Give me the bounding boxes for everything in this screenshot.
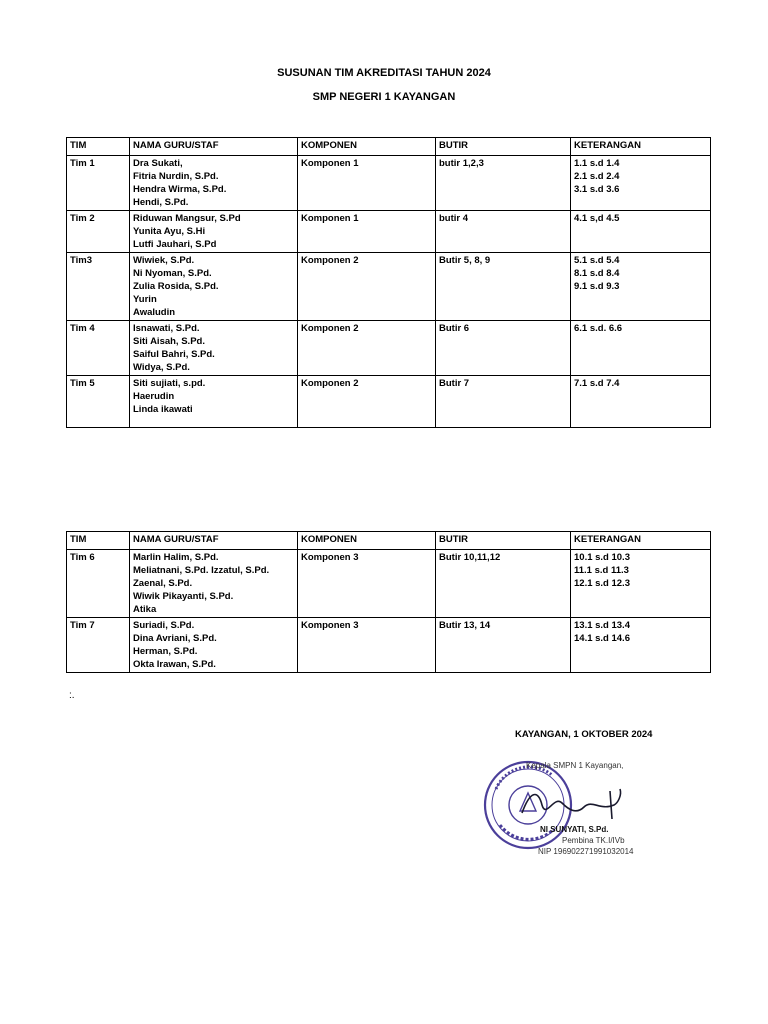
cell-nama-line: Dra Sukati, <box>133 158 183 169</box>
cell-nama-line: Herman, S.Pd. <box>133 646 198 657</box>
cell-keterangan-line: 11.1 s.d 11.3 <box>574 565 629 576</box>
table-header-row <box>67 532 711 550</box>
cell-butir: Butir 13, 14 <box>436 618 571 673</box>
cell-tim: Tim 6 <box>67 550 130 618</box>
header-tim: TIM <box>67 138 130 156</box>
cell-nama-line: Siti sujiati, s.pd. <box>133 378 206 389</box>
cell-keterangan-line: 9.1 s.d 9.3 <box>574 281 620 292</box>
cell-nama <box>130 156 298 211</box>
cell-tim: Tim 2 <box>67 211 130 253</box>
table-row <box>67 376 711 428</box>
cell-keterangan-line: 13.1 s.d 13.4 <box>574 620 630 631</box>
cell-nama <box>130 550 298 618</box>
cell-komponen: Komponen 3 <box>298 618 436 673</box>
cell-keterangan <box>571 321 711 376</box>
cell-komponen: Komponen 1 <box>298 156 436 211</box>
header-butir: BUTIR <box>436 138 571 156</box>
cell-nama-line: Widya, S.Pd. <box>133 362 190 373</box>
cell-tim: Tim 7 <box>67 618 130 673</box>
cell-nama <box>130 376 298 428</box>
team-table-2 <box>66 531 711 673</box>
table-row <box>67 211 711 253</box>
cell-keterangan-line: 4.1 s,d 4.5 <box>574 213 620 224</box>
cell-nama-line: Atika <box>133 604 157 615</box>
cell-keterangan <box>571 156 711 211</box>
table-header-row <box>67 138 711 156</box>
header-nama: NAMA GURU/STAF <box>130 138 298 156</box>
signature-block <box>478 755 658 855</box>
document-title: SUSUNAN TIM AKREDITASI TAHUN 2024 <box>277 67 491 79</box>
place-date: KAYANGAN, 1 OKTOBER 2024 <box>515 729 653 740</box>
signatory-position: Kepala SMPN 1 Kayangan, <box>526 761 624 770</box>
table-row <box>67 618 711 673</box>
cell-nama-line: Wiwik Pikayanti, S.Pd. <box>133 591 234 602</box>
header-komponen: KOMPONEN <box>298 532 436 550</box>
cell-komponen: Komponen 2 <box>298 253 436 321</box>
cell-keterangan <box>571 618 711 673</box>
header-butir: BUTIR <box>436 532 571 550</box>
cell-nama-line: Isnawati, S.Pd. <box>133 323 200 334</box>
cell-keterangan-line: 8.1 s.d 8.4 <box>574 268 620 279</box>
cell-tim: Tim 1 <box>67 156 130 211</box>
cell-nama-line: Yurin <box>133 294 157 305</box>
cell-nama-line: Awaludin <box>133 307 176 318</box>
header-keterangan: KETERANGAN <box>571 532 711 550</box>
cell-keterangan <box>571 211 711 253</box>
cell-nama-line: Yunita Ayu, S.Hi <box>133 226 206 237</box>
cell-nama-line: Ni Nyoman, S.Pd. <box>133 268 212 279</box>
cell-keterangan-line: 2.1 s.d 2.4 <box>574 171 620 182</box>
cell-nama-line: Dina Avriani, S.Pd. <box>133 633 217 644</box>
header-komponen: KOMPONEN <box>298 138 436 156</box>
cell-keterangan-line: 12.1 s.d 12.3 <box>574 578 630 589</box>
cell-butir: butir 1,2,3 <box>436 156 571 211</box>
cell-nama-line: Hendra Wirma, S.Pd. <box>133 184 227 195</box>
cell-nama-line: Suriadi, S.Pd. <box>133 620 195 631</box>
cell-nama-line: Siti Aisah, S.Pd. <box>133 336 205 347</box>
document-subtitle: SMP NEGERI 1 KAYANGAN <box>312 91 456 103</box>
cell-keterangan-line: 7.1 s.d 7.4 <box>574 378 620 389</box>
cell-komponen: Komponen 1 <box>298 211 436 253</box>
table-row <box>67 321 711 376</box>
cell-nama-line: Marlin Halim, S.Pd. <box>133 552 219 563</box>
cell-nama-line: Saiful Bahri, S.Pd. <box>133 349 215 360</box>
header-tim: TIM <box>67 532 130 550</box>
cell-butir: butir 4 <box>436 211 571 253</box>
team-table-1 <box>66 137 711 428</box>
table-row <box>67 253 711 321</box>
header-keterangan: KETERANGAN <box>571 138 711 156</box>
cell-nama <box>130 618 298 673</box>
cell-tim: Tim3 <box>67 253 130 321</box>
cell-butir: Butir 7 <box>436 376 571 428</box>
cell-butir: Butir 6 <box>436 321 571 376</box>
cell-komponen: Komponen 2 <box>298 321 436 376</box>
cell-keterangan-line: 1.1 s.d 1.4 <box>574 158 620 169</box>
cell-keterangan-line: 14.1 s.d 14.6 <box>574 633 630 644</box>
cell-tim: Tim 5 <box>67 376 130 428</box>
handwritten-signature-icon <box>518 785 628 825</box>
cell-keterangan <box>571 376 711 428</box>
cell-keterangan <box>571 253 711 321</box>
signatory-name: NI SUNYATI, S.Pd. <box>540 825 609 834</box>
cell-nama-line: Fitria Nurdin, S.Pd. <box>133 171 219 182</box>
cell-keterangan <box>571 550 711 618</box>
cell-keterangan-line: 5.1 s.d 5.4 <box>574 255 620 266</box>
cell-nama-line: Riduwan Mangsur, S.Pd <box>133 213 241 224</box>
cell-nama <box>130 321 298 376</box>
cell-keterangan-line: 3.1 s.d 3.6 <box>574 184 620 195</box>
cell-nama-line: Haerudin <box>133 391 175 402</box>
cell-nama-line: Zaenal, S.Pd. <box>133 578 193 589</box>
footnote: :. <box>69 690 75 701</box>
cell-keterangan-line: 10.1 s.d 10.3 <box>574 552 630 563</box>
cell-tim: Tim 4 <box>67 321 130 376</box>
cell-nama <box>130 211 298 253</box>
cell-nama <box>130 253 298 321</box>
cell-butir: Butir 10,11,12 <box>436 550 571 618</box>
cell-keterangan-line: 6.1 s.d. 6.6 <box>574 323 623 334</box>
table-row <box>67 550 711 618</box>
signatory-rank: Pembina TK.I/IVb <box>562 836 625 845</box>
cell-nama-line: Okta Irawan, S.Pd. <box>133 659 216 670</box>
signatory-nip: NIP 196902271991032014 <box>538 847 634 856</box>
cell-nama-line: Hendi, S.Pd. <box>133 197 189 208</box>
cell-nama-line: Lutfi Jauhari, S.Pd <box>133 239 217 250</box>
cell-komponen: Komponen 2 <box>298 376 436 428</box>
cell-nama-line: Zulia Rosida, S.Pd. <box>133 281 219 292</box>
cell-butir: Butir 5, 8, 9 <box>436 253 571 321</box>
cell-nama-line: Meliatnani, S.Pd. Izzatul, S.Pd. <box>133 565 270 576</box>
cell-komponen: Komponen 3 <box>298 550 436 618</box>
table-row <box>67 156 711 211</box>
header-nama: NAMA GURU/STAF <box>130 532 298 550</box>
cell-nama-line: Wiwiek, S.Pd. <box>133 255 195 266</box>
cell-nama-line: Linda ikawati <box>133 404 193 415</box>
